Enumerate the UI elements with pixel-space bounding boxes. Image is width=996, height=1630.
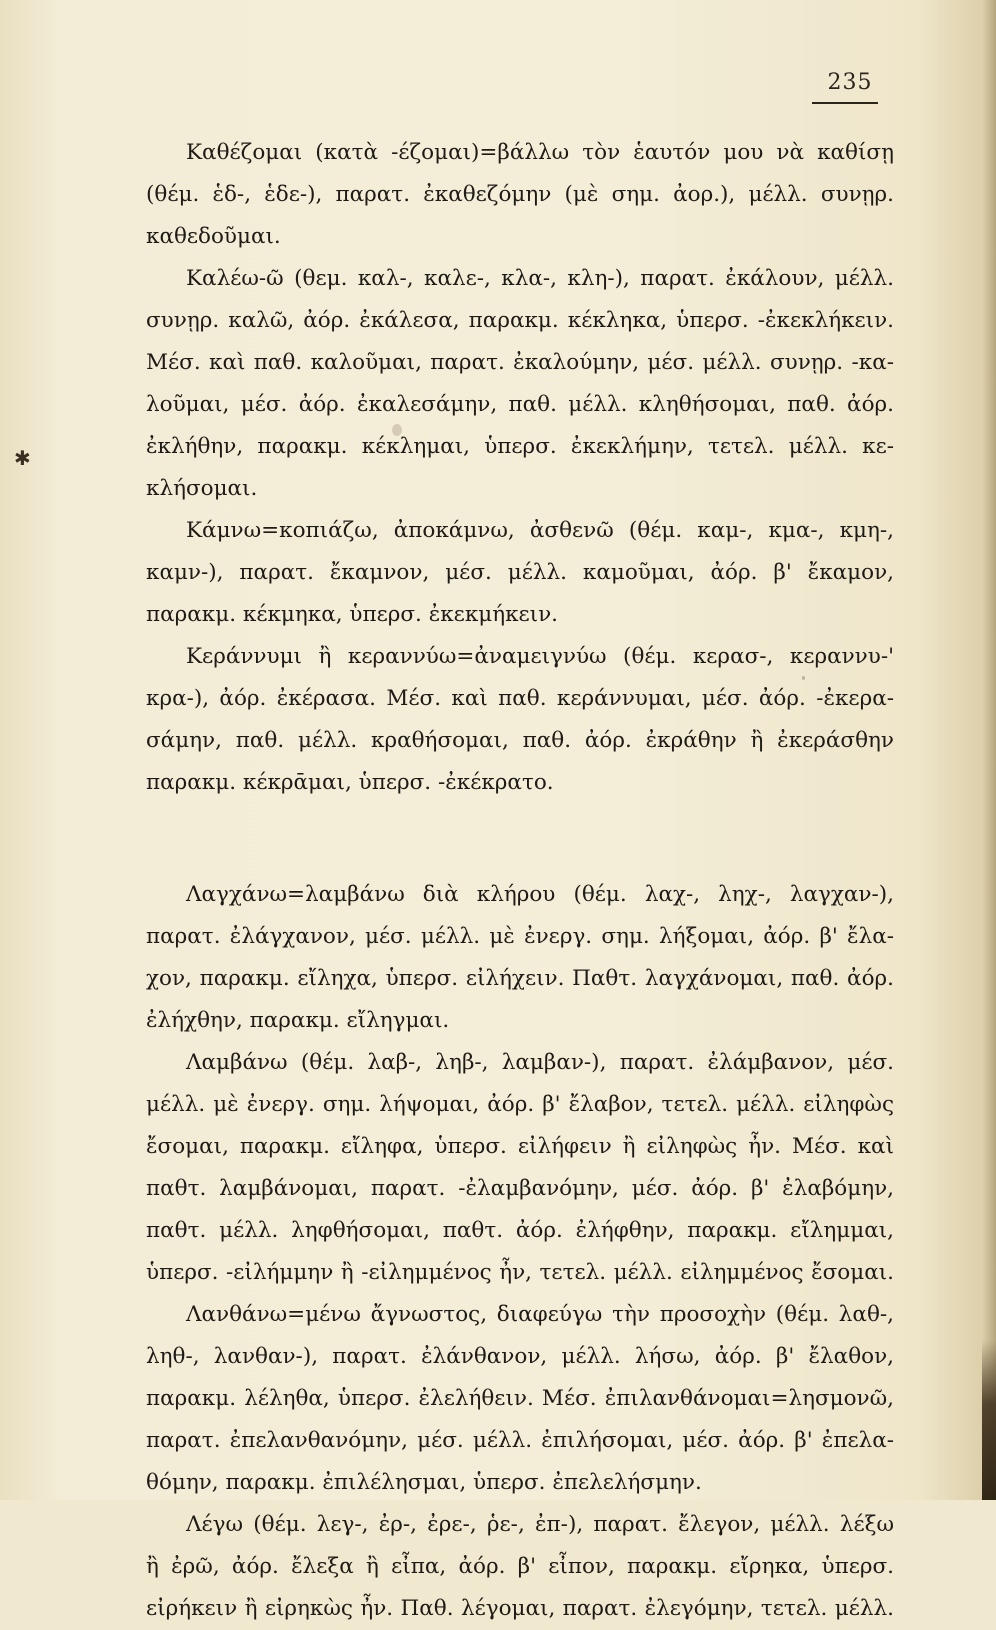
text-line: παθτ. μέλλ. ληφθήσομαι, παθτ. ἀόρ. ἐλήφθην, παρακμ. εἴλημμαι, — [146, 1218, 894, 1243]
text-line: παρακμ. λέληθα, ὑπερσ. ἐλελήθειν. Μέσ. ἐπιλανθάνομαι=λησμονῶ, — [146, 1386, 894, 1411]
header-rule — [812, 102, 878, 104]
text-line: Μέσ. καὶ παθ. καλοῦμαι, παρατ. ἐκαλούμην, μέσ. μέλλ. συνῃρ. -κα- — [146, 350, 894, 375]
text-line: καθεδοῦμαι. — [146, 224, 281, 249]
entry-kerannymi — [146, 636, 894, 804]
text-line: ληθ-, λανθαν-), παρατ. ἐλάνθανον, μέλλ. λήσω, ἀόρ. β' ἔλαθον, — [146, 1344, 894, 1369]
text-line: λοῦμαι, μέσ. ἀόρ. ἐκαλεσάμην, παθ. μέλλ. κληθήσομαι, παθ. ἀόρ. — [146, 392, 894, 417]
text-line: κρα-), ἀόρ. ἐκέρασα. Μέσ. καὶ παθ. κεράννυμαι, μέσ. ἀόρ. -ἐκερα- — [146, 686, 894, 711]
entry-kamno — [146, 510, 894, 636]
page-number: 235 — [827, 70, 873, 95]
text-line: θόμην, παρακμ. ἐπιλέλησμαι, ὑπερσ. ἐπελελήσμην. — [146, 1470, 702, 1495]
text-line: χον, παρακμ. εἴληχα, ὑπερσ. εἰλήχειν. Παθτ. λαγχάνομαι, παθ. ἀόρ. — [146, 966, 894, 991]
text-line: (θέμ. ἑδ-, ἑδε-), παρατ. ἐκαθεζόμην (μὲ σημ. ἀορ.), μέλλ. συνῃρ. — [146, 182, 894, 207]
text-line: συνῃρ. καλῶ, ἀόρ. ἐκάλεσα, παρακμ. κέκληκα, ὑπερσ. -ἐκεκλήκειν. — [146, 308, 894, 333]
text-line: σάμην, παθ. μέλλ. κραθήσομαι, παθ. ἀόρ. ἐκράθην ἢ ἐκεράσθην — [146, 728, 894, 753]
margin-mark: ✱ — [14, 446, 31, 470]
text-line: ἢ ἐρῶ, ἀόρ. ἔλεξα ἢ εἶπα, ἀόρ. β' εἶπον, παρακμ. εἴρηκα, ὑπερσ. — [146, 1554, 894, 1579]
text-line: παθτ. λαμβάνομαι, παρατ. -ἐλαμβανόμην, μέσ. ἀόρ. β' ἐλαβόμην, — [146, 1176, 894, 1201]
text-line: ὑπερσ. -εἰλήμμην ἢ -εἰλημμένος ἦν, τετελ. μέλλ. εἰλημμένος ἔσομαι. — [146, 1260, 894, 1285]
text-line: ἐκλήθην, παρακμ. κέκλημαι, ὑπερσ. ἐκεκλήμην, τετελ. μέλλ. κε- — [146, 434, 894, 459]
text-line: Κεράννυμι ἢ κεραννύω=ἀναμειγνύω (θέμ. κερασ-, κεραννυ-' — [186, 644, 894, 669]
text-line: Καθέζομαι (κατὰ -έζομαι)=βάλλω τὸν ἑαυτόν μου νὰ καθίσῃ — [186, 140, 894, 165]
text-line: ἐλήχθην, παρακμ. εἴληγμαι. — [146, 1008, 450, 1033]
text-line: κλήσομαι. — [146, 476, 258, 501]
text-line: Λαγχάνω=λαμβάνω διὰ κλήρου (θέμ. λαχ-, ληχ-, λαγχαν-), — [186, 882, 894, 907]
text-line: Λέγω (θέμ. λεγ-, ἐρ-, ἐρε-, ῥε-, ἐπ-), παρατ. ἔλεγον, μέλλ. λέξω — [186, 1512, 894, 1537]
page-edge-shadow — [982, 0, 996, 1500]
entry-lambano — [146, 1042, 894, 1294]
text-line: Λανθάνω=μένω ἄγνωστος, διαφεύγω τὴν προσοχὴν (θέμ. λαθ-, — [186, 1302, 894, 1327]
text-line: Λαμβάνω (θέμ. λαβ-, ληβ-, λαμβαν-), παρατ. ἐλάμβανον, μέσ. — [186, 1050, 894, 1075]
entry-lanthano — [146, 1294, 894, 1504]
entry-lanchano — [146, 874, 894, 1042]
section-gap — [146, 804, 894, 874]
text-body — [146, 132, 894, 1630]
text-line: ἔσομαι, παρακμ. εἴληφα, ὑπερσ. εἰλήφειν ἢ εἰληφὼς ἦν. Μέσ. καὶ — [146, 1134, 894, 1159]
text-line: παρακμ. κέκρᾱμαι, ὑπερσ. -ἐκέκρατο. — [146, 770, 554, 795]
text-line: παρατ. ἐλάγχανον, μέσ. μέλλ. μὲ ἐνεργ. σημ. λήξομαι, ἀόρ. β' ἔλα- — [146, 924, 894, 949]
text-line: παρακμ. κέκμηκα, ὑπερσ. ἐκεκμήκειν. — [146, 602, 559, 627]
entry-kathezomai — [146, 132, 894, 258]
text-line: καμν-), παρατ. ἔκαμνον, μέσ. μέλλ. καμοῦμαι, ἀόρ. β' ἔκαμον, — [146, 560, 894, 585]
binding-shadow — [982, 1340, 996, 1500]
text-line: παρατ. ἐπελανθανόμην, μέσ. μέλλ. ἐπιλήσομαι, μέσ. ἀόρ. β' ἐπελα- — [146, 1428, 894, 1453]
text-line: εἰρήκειν ἢ εἰρηκὼς ἦν. Παθ. λέγομαι, παρατ. ἐλεγόμην, τετελ. μέλλ. — [146, 1596, 894, 1621]
text-line: Κάμνω=κοπιάζω, ἀποκάμνω, ἀσθενῶ (θέμ. καμ-, κμα-, κμη-, — [186, 518, 894, 543]
text-line: Καλέω-ῶ (θεμ. καλ-, καλε-, κλα-, κλη-), παρατ. ἐκάλουν, μέλλ. — [186, 266, 894, 291]
entry-kaleo — [146, 258, 894, 510]
entry-lego — [146, 1504, 894, 1630]
text-line: μέλλ. μὲ ἐνεργ. σημ. λήψομαι, ἀόρ. β' ἔλαβον, τετελ. μέλλ. εἰληφὼς — [146, 1092, 894, 1117]
